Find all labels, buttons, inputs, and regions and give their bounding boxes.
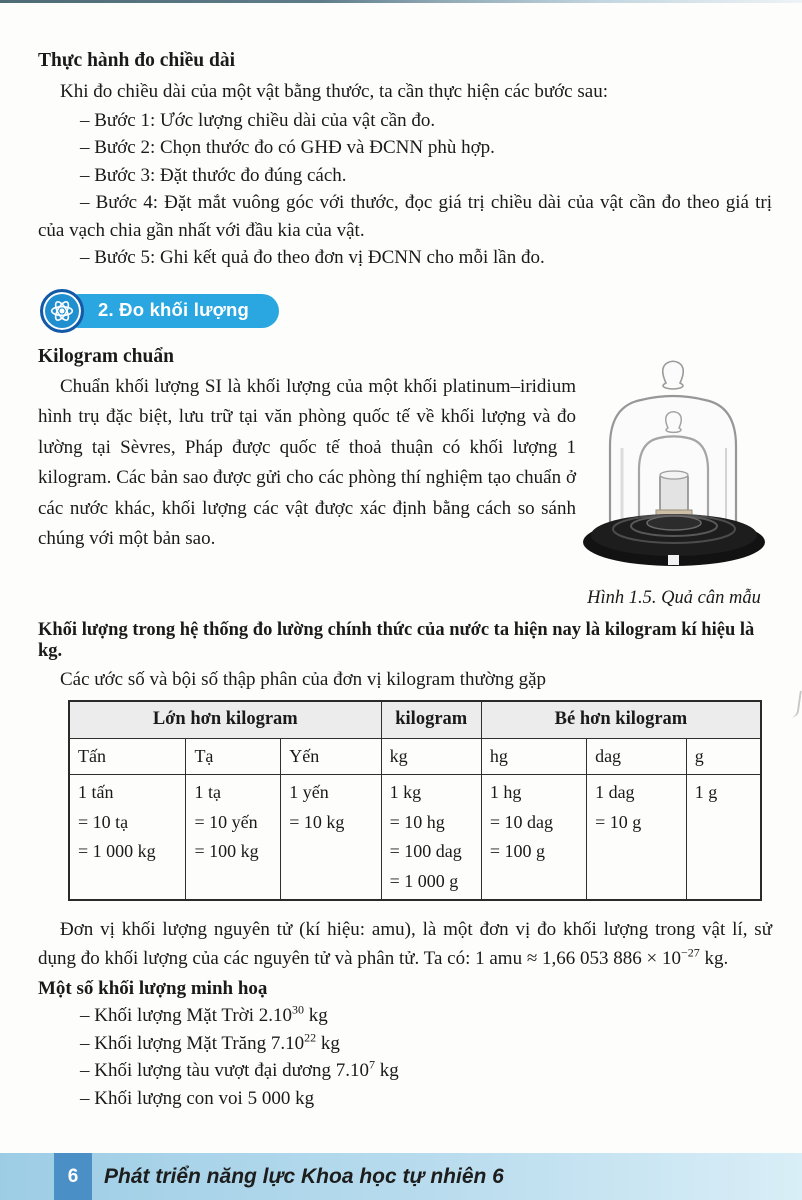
kilogram-prototype-figure (576, 358, 772, 609)
unit-header-tan: Tấn (69, 739, 186, 775)
step-item-5: – Bước 5: Ghi kết quả đo theo đơn vị ĐCNN cho mỗi lần đo. (80, 247, 545, 268)
kilogram-standard-row (38, 372, 772, 609)
group-header-smaller: Bé hơn kilogram (481, 701, 761, 739)
page-number: 6 (54, 1153, 92, 1200)
kilogram-standard-paragraph: Chuẩn khối lượng SI là khối lượng của một khối platinum–iridium hình trụ đặc biệt, lưu trữ tại văn phòng quốc tế về khối lượng và đo lường tại Sèvres, Pháp được quốc tế thoả thuận có khối lượng 1 kilogram. Các bản sao được gửi cho các phòng thí nghiệm tạo chuẩn ở các nước khác, khối lượng các vật được xác định bằng cách so sánh chúng với một bản sao. (38, 375, 576, 549)
value-cell-yen: 1 yến = 10 kg (281, 775, 381, 901)
unit-header-hg: hg (481, 739, 586, 775)
table-intro: Các ước số và bội số thập phân của đơn vị kilogram thường gặp (60, 668, 547, 690)
section-2-badge (40, 293, 772, 329)
unit-header-dag: dag (587, 739, 687, 775)
example-item-elephant: – Khối lượng con voi 5 000 kg (80, 1087, 315, 1109)
example-item-sun: – Khối lượng Mặt Trời 2.10$^{30}$ kg (80, 1002, 328, 1026)
step-item-2: – Bước 2: Chọn thước đo có GHĐ và ĐCNN phù hợp. (80, 137, 495, 158)
length-practice-heading: Thực hành đo chiều dài (38, 50, 236, 71)
book-title: Phát triển năng lực Khoa học tự nhiên 6 (104, 1164, 504, 1188)
value-cell-dag: 1 dag = 10 g (587, 775, 687, 901)
section-2-badge-label: 2. Đo khối lượng (62, 294, 279, 328)
table-unit-header-row (69, 739, 761, 775)
step-item-3: – Bước 3: Đặt thước đo đúng cách. (80, 164, 347, 186)
unit-header-kg: kg (381, 739, 481, 775)
unit-header-yen: Yến (281, 739, 381, 775)
step-item-1: – Bước 1: Ước lượng chiều dài của vật cần đo. (80, 109, 436, 131)
table-values-row (69, 775, 761, 901)
example-item-ship: – Khối lượng tàu vượt đại dương 7.10$^7$ kg (80, 1057, 399, 1081)
footer-band (0, 1153, 802, 1200)
length-practice-intro: Khi đo chiều dài của một vật bằng thước, ta cần thực hiện các bước sau: (60, 81, 608, 102)
kilogram-prototype-image (576, 358, 772, 574)
atom-icon (40, 289, 84, 333)
value-cell-hg: 1 hg = 10 dag = 100 g (481, 775, 586, 901)
group-header-kilogram: kilogram (381, 701, 481, 739)
example-item-moon: – Khối lượng Mặt Trăng 7.10$^{22}$ kg (80, 1030, 340, 1054)
page-top-edge-line (0, 0, 802, 3)
amu-exponent: −27 (680, 945, 700, 960)
value-cell-g: 1 g (686, 775, 761, 901)
value-cell-kg: 1 kg = 10 hg = 100 dag = 1 000 g (381, 775, 481, 901)
figure-caption: Hình 1.5. Quả cân mẫu (587, 587, 761, 608)
mass-units-table (68, 700, 762, 902)
table-group-header-row (69, 701, 761, 739)
unit-header-g: g (686, 739, 761, 775)
examples-list (38, 1002, 772, 1112)
amu-paragraph: Đơn vị khối lượng nguyên tử (kí hiệu: amu), là một đơn vị đo khối lượng trong vật lí, sử dụng đo khối lượng của các nguyên tử và phân tử. Ta có: 1 amu ≈ 1,66 053 $886 \times 10^{-27}$ kg. (38, 919, 772, 969)
step-item-4: – Bước 4: Đặt mắt vuông góc với thước, đọc giá trị chiều dài của vật cần đo theo giá trị của vạch chia gần nhất với đầu kia của vật. (38, 192, 772, 241)
length-practice-steps (38, 107, 772, 272)
value-cell-ta: 1 tạ = 10 yến = 100 kg (186, 775, 281, 901)
examples-heading: Một số khối lượng minh hoạ (38, 978, 268, 999)
mass-unit-statement: Khối lượng trong hệ thống đo lường chính thức của nước ta hiện nay là kilogram kí hiệu là kg. (38, 619, 755, 661)
group-header-larger: Lớn hơn kilogram (69, 701, 381, 739)
unit-header-ta: Tạ (186, 739, 281, 775)
kilogram-standard-heading: Kilogram chuẩn (38, 345, 174, 367)
value-cell-tan: 1 tấn = 10 tạ = 1 000 kg (69, 775, 186, 901)
